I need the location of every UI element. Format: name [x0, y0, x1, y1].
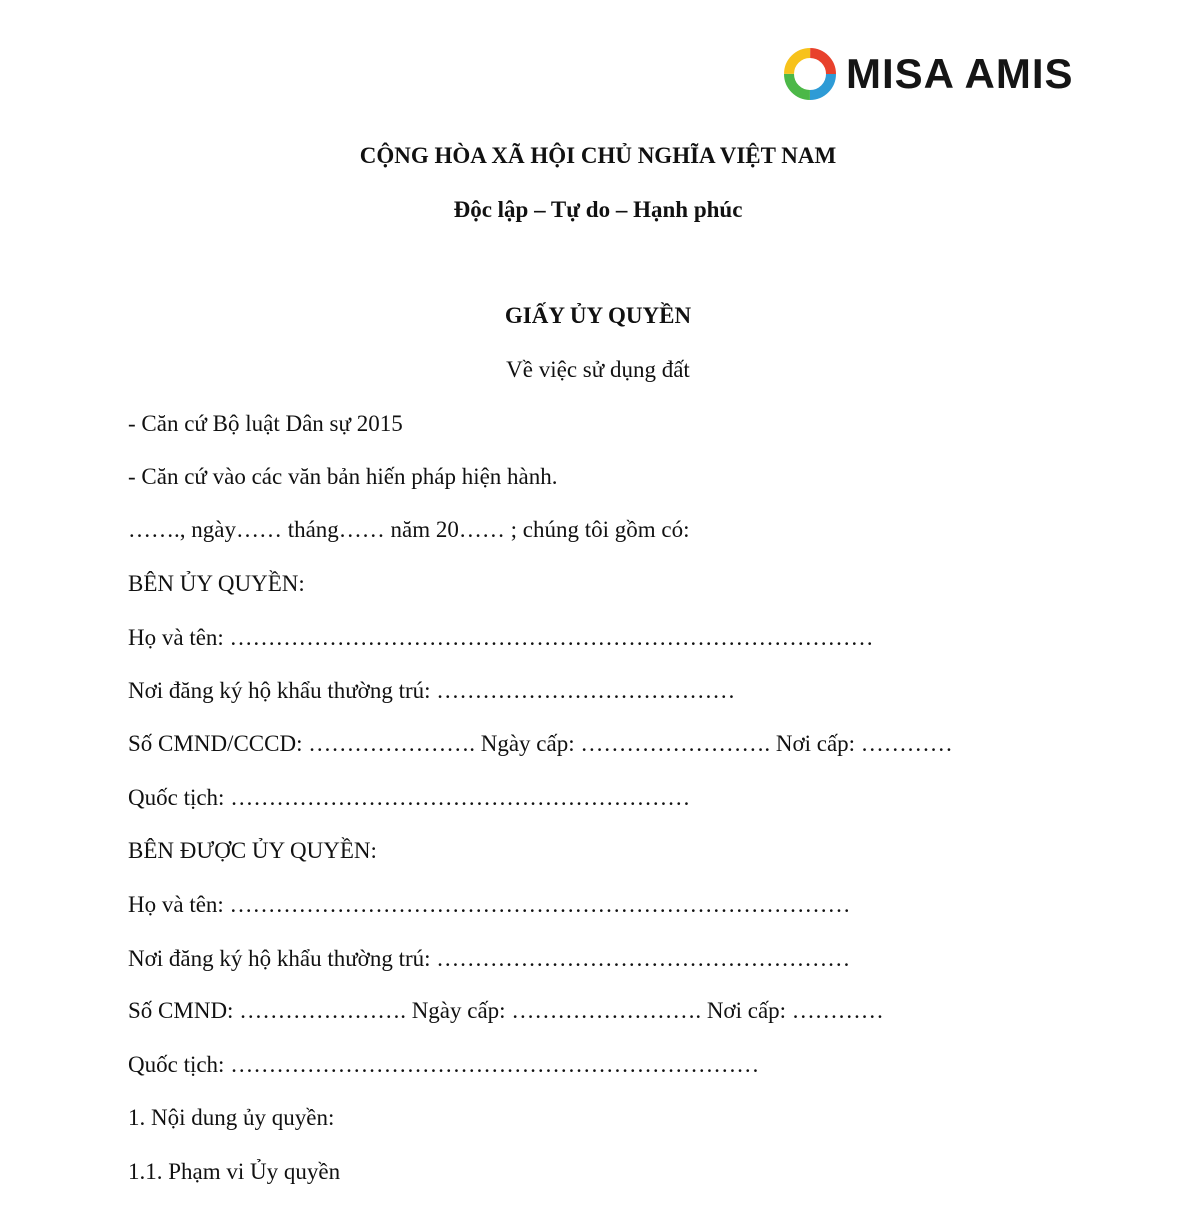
- agent-heading: BÊN ĐƯỢC ỦY QUYỀN:: [128, 838, 377, 863]
- brand-name: MISA AMIS: [846, 50, 1074, 97]
- principal-heading: BÊN ỦY QUYỀN:: [128, 571, 305, 596]
- document-title: GIẤY ỦY QUYỀN: [504, 303, 692, 328]
- principal-id-info: Số CMND/CCCD: …………………. Ngày cấp: ……………………. Nơi cấp: …………: [128, 731, 953, 756]
- misa-logo-icon: [784, 45, 836, 103]
- nation-heading: CỘNG HÒA XÃ HỘI CHỦ NGHĨA VIỆT NAM: [359, 143, 837, 168]
- agent-id-info: Số CMND: …………………. Ngày cấp: ……………………. Nơi cấp: …………: [128, 998, 884, 1023]
- principal-residence: Nơi đăng ký hộ khẩu thường trú: …………………………………: [128, 678, 736, 703]
- agent-full-name: Họ và tên: ………………………………………………………………………: [128, 892, 851, 917]
- principal-nationality: Quốc tịch: ……………………………………………………: [128, 785, 691, 810]
- legal-basis-civil-code: - Căn cứ Bộ luật Dân sự 2015: [128, 411, 403, 436]
- date-line: ……., ngày…… tháng…… năm 20…… ; chúng tôi gồm có:: [128, 517, 690, 542]
- agent-nationality: Quốc tịch: ……………………………………………………………: [128, 1052, 760, 1077]
- document-subtitle: Về việc sử dụng đất: [506, 357, 690, 382]
- agent-residence: Nơi đăng ký hộ khẩu thường trú: ………………………………………………: [128, 946, 851, 971]
- legal-basis-regulations: - Căn cứ vào các văn bản hiến pháp hiện hành.: [128, 464, 558, 489]
- section-authorization-content: 1. Nội dung ủy quyền:: [128, 1105, 335, 1130]
- motto-heading: Độc lập – Tự do – Hạnh phúc: [453, 197, 743, 222]
- brand-logo: [784, 44, 1074, 104]
- subsection-scope: 1.1. Phạm vi Ủy quyền: [128, 1159, 341, 1184]
- principal-full-name: Họ và tên: …………………………………………………………………………: [128, 625, 874, 650]
